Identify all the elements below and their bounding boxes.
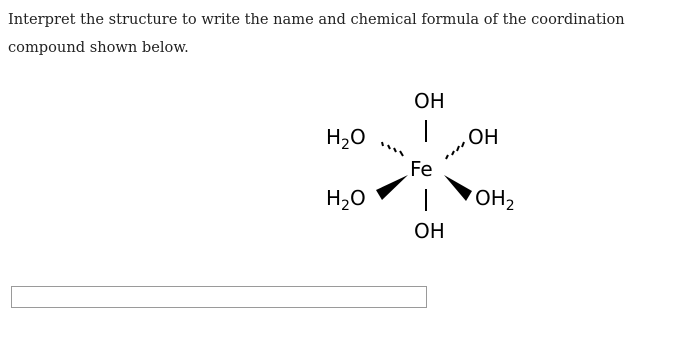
ligand-upper-left-h2o: $H_2O$	[326, 125, 366, 153]
center-atom-fe: Fe	[410, 157, 433, 181]
ligand-lower-right-oh2: $OH_2$	[475, 186, 515, 214]
coordination-structure	[300, 78, 560, 258]
hashed-bond-upper-right	[446, 142, 464, 159]
answer-input[interactable]	[11, 286, 427, 308]
question-text: Interpret the structure to write the name and chemical formula of the coordination compound shown below.	[8, 11, 625, 56]
ligand-top-oh: OH	[414, 89, 445, 113]
ligand-lower-left-h2o: $H_2O$	[326, 186, 366, 214]
solid-wedge-lower-right	[444, 175, 472, 201]
ligand-upper-right-oh: OH	[468, 125, 499, 149]
hashed-bond-upper-left	[382, 142, 403, 156]
solid-wedge-lower-left	[376, 175, 408, 200]
ligand-bottom-oh: OH	[414, 219, 445, 243]
